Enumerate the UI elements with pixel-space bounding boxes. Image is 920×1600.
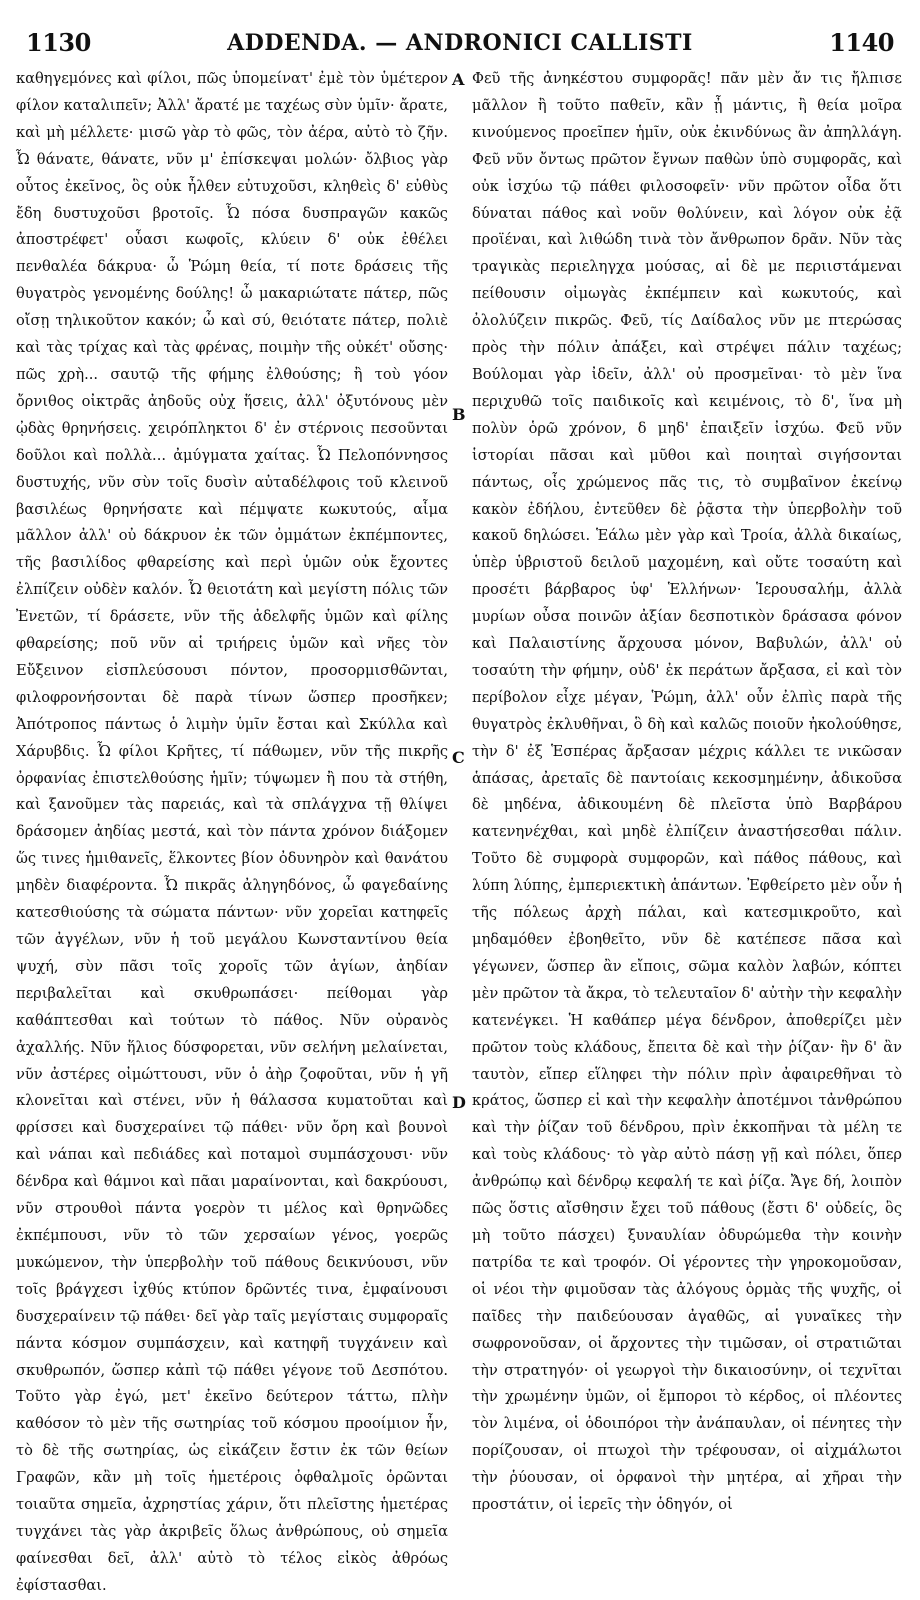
margin-marker-b: B [452,405,466,424]
margin-marker-c: C [452,748,465,767]
right-column-text: Φεῦ τῆς ἀνηκέστου συμφορᾶς! πᾶν μὲν ἄν τις ἤλπισε μᾶλλον ἢ τοῦτο παθεῖν, κἂν ᾖ μάντις, ἢ θεία μοῖρα κινούμενος προεῖπεν ἡμῖν, οὐκ ἐκινδύνως ἂν ἀπηλλάγη. Φεῦ νῦν ὄντως πρῶτον ἔγνων παθὼν ὑπὸ συμφορᾶς, καὶ οὐκ ἰσχύω τῷ πάθει φιλοσοφεῖν· νῦν πρῶτον οἶδα ὅτι δύναται πάθος καὶ νοῦν θολύνειν, καὶ λόγον οὐκ ἐᾷ προϊέναι, καὶ λιθώδη τινὰ τὸν ἄνθρωπον δρᾶν. Νῦν τὰς τραγικὰς περιεληγχα μούσας, αἱ δὲ με περιιστάμεναι πείθουσιν οἰμωγὰς ἐκπέμπειν καὶ κωκυτούς, καὶ ὀλολύζειν πικρῶς. Φεῦ, τίς Δαίδαλος νῦν με πτερώσας πρὸς τὴν πόλιν ἀπάξει, καὶ στρέψει πάλιν ταχέως; Βούλομαι γὰρ ἰδεῖν, ἀλλ' οὐ προσμεῖναι· τὸ μὲν ἵνα περιχυθῶ τοῖς παιδικοῖς καὶ κειμένοις, τὸ δ', ἵνα μὴ πολὺν ὁρῶ χρόνον, δ μηδ' ἐπαιξεῖν ἰσχύω. Φεῦ νῦν ἱστορίαι πᾶσαι καὶ μῦθοι καὶ ποιηταὶ σιγήσονται πάντως, οἷς χρώμενος πᾶς τις, τὸ συμβαῖνον ἐκείνῳ κακὸν ἐδήλου, ἐντεῦθεν δὲ ῥᾷστα τὴν ὑπερβολὴν τοῦ κακοῦ δηλώσει. Ἑάλω μὲν γὰρ καὶ Τροία, ἀλλὰ δικαίως, ὑπὲρ ὑβριστοῦ δειλοῦ μαχομένη, καὶ οὔτε τοσαύτη καὶ προσέτι βάρβαρος ὑφ' Ἑλλήνων· Ἱερουσαλήμ, ἀλλὰ μυρίων οὖσα ποινῶν ἀξίαν δεσποτικὸν δράσασα φόνον καὶ Παλαιστίνης ἄρχουσα μόνον, Βαβυλών, ἀλλ' οὐ τοσαύτη τὴν φήμην, οὐδ' ἐκ περάτων ἄρξασα, εἰ καὶ τὸν περίβολον εἶχε μέγαν, Ῥώμη, ἀλλ' οὖν ἐλπὶς παρὰ τῆς θυγατρὸς ἐκλυθῆναι, ὃ δὴ καὶ καλῶς ποιοῦν ἠκολούθησε, τὴν δ' ἐξ Ἑσπέρας ἄρξασαν μέχρις κάλλει τε νικῶσαν ἁπάσας, ἀρεταῖς δὲ παντοίαις κεκοσμημένην, ἀδικοῦσα δὲ μηδένα, ἀδικουμένη δὲ πλεῖστα ὑπὸ Βαρβάρου κατενηνέχθαι, καὶ μηδὲ ἐλπίζειν ἀναστήσεσθαι πάλιν. Τοῦτο δὲ συμφορὰ συμφορῶν, καὶ πάθος πάθους, καὶ λύπη λύπης, ἐμπεριεκτικὴ ἁπάντων. Ἐφθείρετο μὲν οὖν ἡ τῆς πόλεως ἀρχὴ πάλαι, καὶ κατεσμικροῦτο, καὶ μηδαμόθεν ἐβοηθεῖτο, νῦν δὲ κατέπεσε πᾶσα καὶ γέγωνεν, ὥσπερ ἂν εἴποις, σῶμα καλὸν λαβών, κόπτει μὲν πρῶτον τὰ ἄκρα, τὸ τελευταῖον δ' αὐτὴν τὴν κεφαλὴν κατενέγκει. Ἡ καθάπερ μέγα δένδρον, ἀποθερίζει μὲν πρῶτον τοὺς κλάδους, ἔπειτα δὲ καὶ τὴν ῥίζαν· ἣν δ' ἂν ταυτὸν, εἴπερ εἵληφει τὴν πόλιν πρὶν ἀφαιρεθῆναι τὸ κράτος, ὥσπερ εἰ καὶ τὴν κεφαλὴν ἀποτέμνοι τἀνθρώπου καὶ τὴν ῥίζαν τοῦ δένδρου, πρὶν ἐκκοπῆναι τὰ μέλη τε καὶ τοὺς κλάδους· τὸ γὰρ αὐτὸ πάσῃ γῇ καὶ πόλει, ὅπερ ἀνθρώπῳ καὶ δένδρῳ κεφαλή τε καὶ ῥίζα. Ἄγε δή, λοιπὸν πῶς ὅστις αἴσθησιν ἔχει τοῦ πάθους (ἔστι δ' οὐδείς, ὃς μὴ τοῦτο πάσχει) ξυναυλίαν ὀδυρώμεθα τὴν κοινὴν πατρίδα τε καὶ τροφόν. Οἱ γέροντες τὴν γηροκομοῦσαν, οἱ νέοι τὴν φιμοῦσαν τὰς ἀλόγους ὁρμὰς τῆς ψυχῆς, οἱ παῖδες τὴν παιδεύουσαν ἀγαθῶς, αἱ γυναῖκες τὴν σωφρονοῦσαν, οἱ ἄρχοντες τὴν τιμῶσαν, οἱ στρατιῶται τὴν στρατηγόν· οἱ γεωργοὶ τὴν δικαιοσύνην, οἱ τεχνῖται τὴν χρωμένην ὑμῶν, οἱ ἔμποροι τὸ κέρδος, οἱ πλέοντες τὸν λιμένα, οἱ ὁδοιπόροι τὴν ἀνάπαυλαν, οἱ πένητες τὴν πορίζουσαν, οἱ πτωχοὶ τὴν τρέφουσαν, οἱ αἰχμάλωτοι τὴν ῥύουσαν, οἱ ὀρφανοὶ τὴν μητέρα, αἱ χῆραι τὴν προστάτιν, οἱ ἱερεῖς τὴν ὁδηγόν, οἱ [472,70,902,1514]
left-column [16,66,448,1594]
margin-marker-a: A [452,70,465,89]
page-number-left: 1130 [26,28,91,57]
running-title: ADDENDA. — ANDRONICI CALLISTI [227,30,693,56]
running-header [20,22,900,66]
left-column-text: καθηγεμόνες καὶ φίλοι, πῶς ὑπομείνατ' ἐμὲ τὸν ὑμέτερον φίλον καταλιπεῖν; Ἀλλ' ἄρατέ με ταχέως σὺν ὑμῖν· ἄρατε, καὶ μὴ μέλλετε· μισῶ γὰρ τὸ φῶς, τὸν ἀέρα, αὐτὸ τὸ ζῆν. Ὦ θάνατε, θάνατε, νῦν μ' ἐπίσκεψαι μολών· ὄλβιος γὰρ οὗτος ἐκεῖνος, ὃς οὐκ ἦλθεν εὐτυχοῦσι, κληθεὶς δ' εὐθὺς ἔδη δυστυχοῦσι βροτοῖς. Ὦ πόσα δυσπραγῶν κακῶς ἀποστρέφετ' οὖασι κωφοῖς, κλύειν δ' οὐκ ἐθέλει πενθαλέα δάκρυα· ὦ Ῥώμη θεία, τί ποτε δράσεις τῆς θυγατρὸς γενομένης δούλης! ὦ μακαριώτατε πάτερ, πῶς οἴσῃ τηλικοῦτον κακόν; ὦ καὶ σύ, θειότατε πάτερ, πολιὲ καὶ τὰς τρίχας καὶ τὰς φρένας, ποιμὴν τῆς οὐκέτ' οὔσης· πῶς χρὴ... σαυτῷ τῆς φήμης ἐλθούσης; ἢ τοὺ γόον ὄρνιθος οἰκτρᾶς ἀηδοῦς οὐχ ἥσεις, ἀλλ' ὀξυτόνους μὲν ᾠδὰς θρηνήσεις. χειρόπληκτοι δ' ἐν στέρνοις πεσοῦνται δοῦλοι καὶ πολλὰ... ἀμύγματα χαίτας. Ὦ Πελοπόννησος δυστυχής, νῦν σὺν τοῖς δυσὶν αὐταδέλφοις τοῦ κλεινοῦ βασιλέως θρηνήσατε καὶ πέμψατε κωκυτούς, αἷμα μᾶλλον ἀλλ' οὐ δάκρυον ἐκ τῶν ὀμμάτων ἐκπέμποντες, τῆς βασιλίδος φθαρείσης καὶ περὶ ὑμῶν οὐκ ἔχοντες ἐλπίζειν οὐδὲν καλόν. Ὦ θειοτάτη καὶ μεγίστη πόλις τῶν Ἐνετῶν, τί δράσετε, νῦν τῆς ἀδελφῆς ὑμῶν καὶ φίλης φθαρείσης; ποῦ νῦν αἱ τριήρεις ὑμῶν καὶ νῆες τὸν Εὔξεινον εἰσπλεύσουσι πόντον, προσορμισθῶνται, φιλοφρονήσονται δὲ παρὰ τίνων ὥσπερ προσῆκεν; Ἀπότροπος πάντως ὁ λιμὴν ὑμῖν ἔσται καὶ Σκύλλα καὶ Χάρυβδις. Ὦ φίλοι Κρῆτες, τί πάθωμεν, νῦν τῆς πικρῆς ὀρφανίας ἐπιστελθούσης ἡμῖν; τύψωμεν ἢ που τὰ στήθη, καὶ ξανοῦμεν τὰς παρειάς, καὶ τὰ σπλάγχνα τῇ θλίψει δράσομεν ἀηδίας μεστά, καὶ τὸν πάντα χρόνον διάξομεν ὥς τινες ἡμιθανεῖς, ἕλκοντες βίον ὀδυνηρὸν καὶ θανάτου μηδὲν διαφέροντα. Ὦ πικρᾶς ἀληγηδόνος, ὦ φαγεδαίνης κατεσθιούσης τὰ σώματα πάντων· νῦν χορεῖαι κατηφεῖς τῶν ἀγγέλων, νῦν ἡ τοῦ μεγάλου Κωνσταντίνου θεία ψυχή, σὺν πᾶσι τοῖς χοροῖς τῶν ἁγίων, ἀηδίαν περιβαλεῖται καὶ σκυθρωπάσει· πείθομαι γὰρ καθάπτεσθαι καὶ τούτων τὸ πάθος. Νῦν οὐρανὸς ἀχαλλής. Νῦν ἥλιος δύσφορεται, νῦν σελήνη μελαίνεται, νῦν ἀστέρες οἰμώττουσι, νῦν ὁ ἀὴρ ζοφοῦται, νῦν ἡ γῆ κλονεῖται καὶ στένει, νῦν ἡ θάλασσα κυματοῦται καὶ φρίσσει καὶ δυσχεραίνει τῷ πάθει· νῦν ὄρη καὶ βουνοὶ καὶ νάπαι καὶ πεδιάδες καὶ ποταμοὶ συμπάσχουσι· νῦν δένδρα καὶ θάμνοι καὶ πᾶαι μαραίνονται, καὶ δακρύουσι, νῦν στρουθοὶ πάντα γοερὸν τι μέλος καὶ θρηνῶδες ἐκπέμπουσι, νῦν τὸ τῶν χερσαίων γένος, γοερῶς μυκώμενον, τὴν ὑπερβολὴν τοῦ πάθους δεικνύουσι, νῦν τοῖς βράγχεσι ἰχθύς κτύπον δρῶντές τινα, ἐμφαίνουσι δυσχεραίνειν τῷ πάθει· δεῖ γὰρ ταῖς μεγίσταις συμφοραῖς πάντα κόσμον συμπάσχειν, καὶ κατηφῆ τυγχάνειν καὶ σκυθρωπόν, ὥσπερ κἀπὶ τῷ πάθει γέγονε τοῦ Δεσπότου. Τοῦτο γὰρ ἐγώ, μετ' ἐκεῖνο δεύτερον τάττω, πλὴν καθόσον τὸ μὲν τῆς σωτηρίας τοῦ κόσμου προοίμιον ἦν, τὸ δὲ τῆς σωτηρίας, ὡς εἰκάζειν ἔστιν ἐκ τῶν θείων Γραφῶν, κἂν μὴ τοῖς ἡμετέροις ὀφθαλμοῖς ὁρῶνται τοιαῦτα σημεῖα, ἀχρηστίας χάριν, ὅτι πλεῖστης ἡμετέρας τυγχάνει τὰς γὰρ ἀκριβεῖς ὅλως ἀνθρώπους, οὐ σημεῖα φαίνεσθαι δεῖ, ἀλλ' αὐτὸ τὸ τέλος εἰκὸς ἀθρόως ἐφίστασθαι. [16,70,448,1594]
margin-marker-d: D [452,1093,466,1112]
right-column [472,66,902,1524]
page-number-right: 1140 [829,28,894,57]
